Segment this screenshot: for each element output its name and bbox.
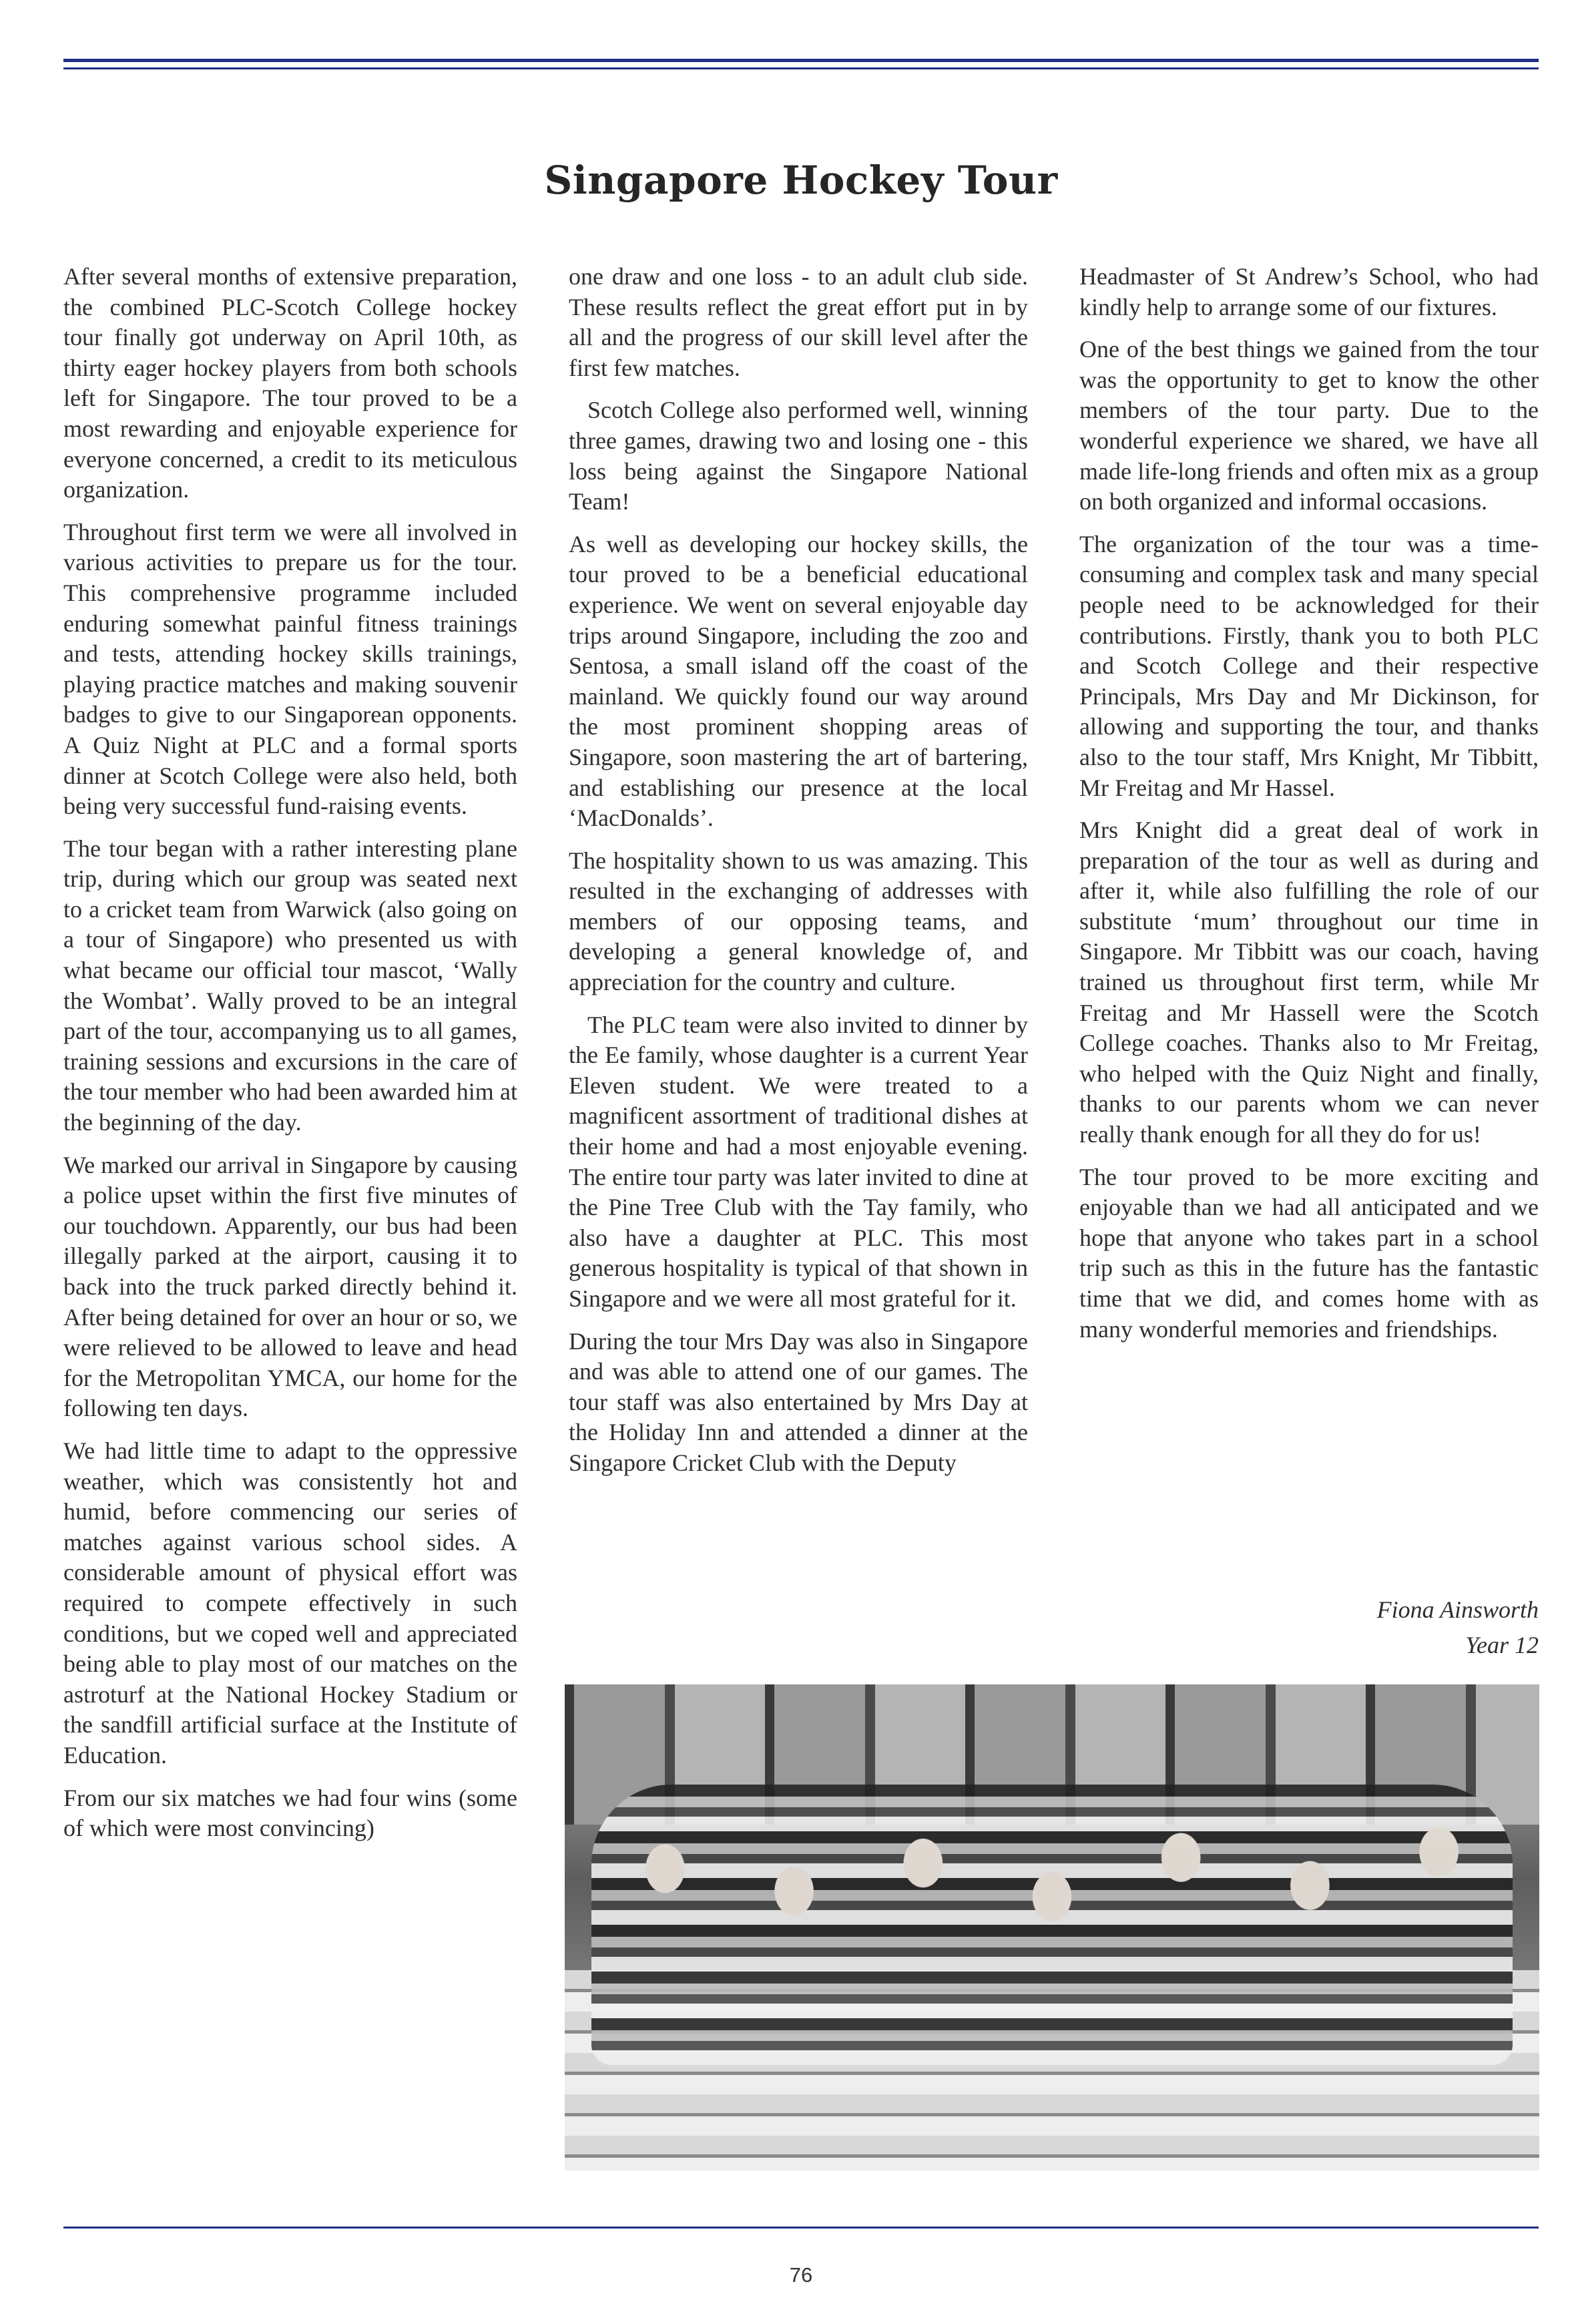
paragraph: The hospitality shown to us was amazing. This resulted in the exchanging of addresses with members of our opposing teams, and developing a general knowledge of, and appreciation for the country and culture. — [569, 847, 1028, 996]
paragraph: Mrs Knight did a great deal of work in preparation of the tour as well as during and after it, while also fulfilling the role of our substitute ‘mum’ throughout our time in Singapore. Mr Tibbitt was our coach, having trained us throughout first term, while Mr Freitag and Mr Hassell were the Scotch College coaches. Thanks also to Mr Freitag, who helped with the Quiz Night and finally, thanks to our parents whom we can never really thank enough for all they do for us! — [1079, 817, 1539, 1148]
paragraph: One of the best things we gained from the tour was the opportunity to get to know the other members of the tour party. Due to the wonderful experience we shared, we have all made life-long friends and often mix as a group on both organized and informal occasions. — [1079, 336, 1539, 515]
paragraph: As well as developing our hockey skills, the tour proved to be a beneficial educational experience. We went on several enjoyable day trips around Singapore, including the zoo and Sentosa, a small island off the coast of the mainland. We quickly found our way around the most prominent shopping areas of Singapore, soon mastering the art of bartering, and establishing our presence at the local ‘MacDonalds’. — [569, 530, 1028, 832]
footer-rule — [63, 2227, 1539, 2229]
paragraph: The PLC team were also invited to dinner by the Ee family, whose daughter is a current Year Eleven student. We were treated to a magnificent assortment of traditional dishes at their home and had a most enjoyable evening. The entire tour party was later invited to dine at the Pine Tree Club with the Tay family, who also have a daughter at PLC. This most generous hospitality is typical of that shown in Singapore and we were all most grateful for it. — [569, 1011, 1028, 1312]
team-group-photo — [565, 1684, 1539, 2170]
paragraph: We marked our arrival in Singapore by causing a police upset within the first five minutes of our touchdown. Apparently, our bus had been illegally parked at the airport, causing it to back into the truck parked directly behind it. After being detained for over an hour or so, we were relieved to be allowed to leave and head for the Metropolitan YMCA, our home for the following ten days. — [63, 1151, 517, 1422]
author-name: Fiona Ainsworth — [1376, 1596, 1539, 1623]
page-number: 76 — [789, 2263, 813, 2287]
paragraph: Throughout first term we were all involved in various activities to prepare us for the tour. This comprehensive programme included enduring somewhat painful fitness trainings and tests, attending hockey skills trainings, playing practice matches and making souvenir badges to give to our Singaporean opponents. A Quiz Night at PLC and a formal sports dinner at Scotch College were also held, both being very successful fund-raising events. — [63, 518, 517, 820]
paragraph: Headmaster of St Andrew’s School, who had kindly help to arrange some of our fixtures. — [1079, 263, 1539, 320]
paragraph: During the tour Mrs Day was also in Singapore and was able to attend one of our games. The tour staff was also entertained by Mrs Day at the Holiday Inn and attended a dinner at the Singapore Cricket Club with the Deputy — [569, 1327, 1028, 1476]
paragraph: After several months of extensive preparation, the combined PLC-Scotch College hockey tour finally got underway on April 10th, as thirty eager hockey players from both schools left for Singapore. The tour proved to be a most rewarding and enjoyable experience for everyone concerned, a credit to its meticulous organization. — [63, 263, 517, 503]
paragraph: The tour proved to be more exciting and enjoyable than we had all anticipated and we hope that anyone who takes part in a school trip such as this in the future has the fantastic time that we did, and comes home with as many wonderful memories and friendships. — [1079, 1163, 1539, 1343]
article-title: Singapore Hockey Tour — [544, 158, 1058, 203]
paragraph: We had little time to adapt to the oppressive weather, which was consistently hot and humid, before commencing our series of matches against various school sides. A considerable amount of physical effort was required to compete effectively in such conditions, but we coped well and appreciated being able to play most of our matches on the astroturf at the National Hockey Stadium or the sandfill artificial surface at the Institute of Education. — [63, 1437, 517, 1769]
photo-team-group — [591, 1785, 1513, 2065]
paragraph: From our six matches we had four wins (some of which were most convincing) — [63, 1784, 517, 1842]
paragraph: The tour began with a rather interesting plane trip, during which our group was seated next to a cricket team from Warwick (also going on a tour of Singapore) who presented us with what became our official tour mascot, ‘Wally the Wombat’. Wally proved to be an integral part of the tour, accompanying us to all games, training sessions and excursions in the care of the tour member who had been awarded him at the beginning of the day. — [63, 835, 517, 1136]
paragraph: Scotch College also performed well, winning three games, drawing two and losing one - this loss being against the Singapore National Team! — [569, 397, 1028, 515]
text-column-2 — [569, 262, 1028, 1491]
text-column-1 — [63, 262, 517, 1856]
paragraph: The organization of the tour was a time-consuming and complex task and many special people need to be acknowledged for their contributions. Firstly, thank you to both PLC and Scotch College and their respective Principals, Mrs Day and Mr Dickinson, for allowing and supporting the tour, and thanks also to the tour staff, Mrs Knight, Mr Tibbitt, Mr Freitag and Mr Hassel. — [1079, 530, 1539, 801]
text-column-3 — [1079, 262, 1539, 1357]
header-rule — [63, 59, 1539, 69]
paragraph: one draw and one loss - to an adult club side. These results reflect the great effort put in by all and the progress of our skill level after the first few matches. — [569, 263, 1028, 381]
author-year: Year 12 — [1465, 1632, 1539, 1658]
